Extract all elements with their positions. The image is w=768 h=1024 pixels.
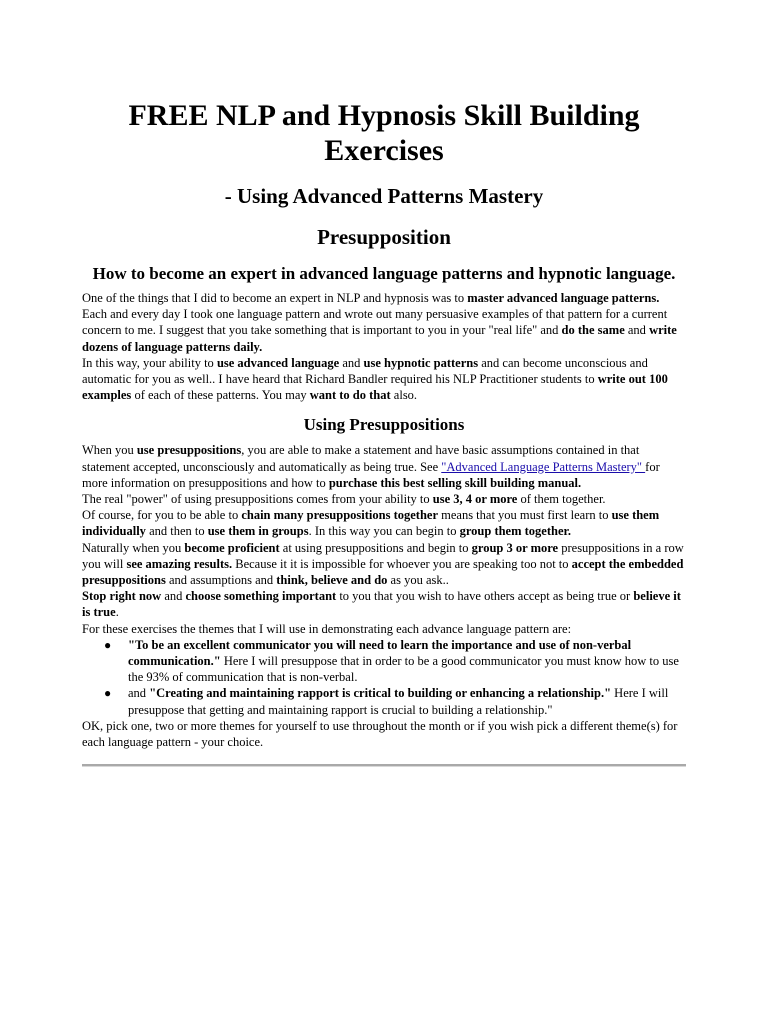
bold-text: chain many presuppositions together xyxy=(241,508,438,523)
list-item xyxy=(104,685,686,717)
paragraph xyxy=(82,442,686,491)
text: and can become unconscious and automatic for you as well.. I have heard that Richard Bandler required his NLP Practitioner students to xyxy=(82,355,648,387)
text: . xyxy=(115,605,119,620)
text: Of course, for you to be able to xyxy=(82,508,242,523)
paragraph xyxy=(82,491,686,507)
bold-text: use presuppositions xyxy=(136,443,242,458)
text: presuppositions in a row you will xyxy=(82,540,684,571)
text: to you that you wish to have others accept as being true or xyxy=(336,589,634,604)
bold-text: become proficient xyxy=(184,540,280,555)
bold-text: "Creating and maintaining rapport is critical to building or enhancing a relationship." xyxy=(149,686,612,701)
bold-text: write out 100 examples xyxy=(82,372,668,403)
bold-text: think, believe and do xyxy=(276,573,388,588)
bullet-icon: ● xyxy=(104,637,112,652)
text: In this way, your ability to xyxy=(82,355,217,370)
text: and assumptions and xyxy=(165,573,277,588)
bold-text: use advanced language xyxy=(216,355,340,370)
page-subtitle: - Using Advanced Patterns Mastery xyxy=(224,184,544,208)
bullet-icon: ● xyxy=(104,686,112,701)
section-expert-body xyxy=(82,290,686,403)
text: and xyxy=(624,323,650,338)
paragraph xyxy=(82,588,686,620)
bold-text: do the same xyxy=(561,323,625,338)
bold-text: group them together. xyxy=(459,524,572,539)
bold-text: believe it is true xyxy=(82,589,681,620)
paragraph xyxy=(82,355,686,404)
bold-text: want to do that xyxy=(309,388,391,403)
text: Naturally when you xyxy=(82,540,185,555)
text: Each and every day I took one language pattern and wrote out many persuasive examples of that pattern for a current concern to me. I suggest that you take something that is important to you in your "real life" and xyxy=(82,307,668,338)
bold-text: Stop right now xyxy=(82,589,162,604)
bold-text: see amazing results. xyxy=(126,556,233,571)
topic-heading: Presupposition xyxy=(317,225,451,249)
bold-text: use them individually xyxy=(82,508,660,539)
text: as you ask.. xyxy=(387,573,449,588)
bold-text: "To be an excellent communicator you will need to learn the importance and use of non-verbal communication." xyxy=(128,637,632,669)
text: and then to xyxy=(145,524,208,539)
text: Here I will presuppose that getting and maintaining rapport is crucial to building a relationship." xyxy=(128,686,669,717)
text: at using presuppositions and begin to xyxy=(279,540,472,555)
advanced-patterns-link[interactable]: "Advanced Language Patterns Mastery" xyxy=(441,459,646,474)
bold-text: use them in groups xyxy=(207,524,309,539)
bold-text: purchase this best selling skill building manual. xyxy=(328,475,582,490)
paragraph xyxy=(82,507,686,539)
text: and xyxy=(128,686,150,701)
text: of each of these patterns. You may xyxy=(131,388,310,403)
text: also. xyxy=(390,388,418,403)
section-heading-expert: How to become an expert in advanced language patterns and hypnotic language. xyxy=(92,264,676,283)
text: The real "power" of using presuppositions comes from your ability to xyxy=(82,492,433,507)
text: . In this way you can begin to xyxy=(308,524,460,539)
bold-text: choose something important xyxy=(185,589,337,604)
horizontal-divider xyxy=(82,764,686,767)
bold-text: master advanced language patterns. xyxy=(467,291,660,305)
bold-text: use 3, 4 or more xyxy=(432,492,518,507)
page-title: FREE NLP and Hypnosis Skill Building Exercises xyxy=(128,99,640,167)
text: and xyxy=(161,589,186,604)
text: , you are able to make a statement and have basic assumptions contained in that statement accepted, unconsciously and automatically as being true. See xyxy=(82,443,640,474)
paragraph: For these exercises the themes that I will use in demonstrating each advance language pattern are: xyxy=(82,621,572,636)
text: One of the things that I did to become an expert in NLP and hypnosis was to xyxy=(82,291,468,305)
bold-text: accept the embedded presuppositions xyxy=(82,556,684,588)
section-heading-using-presuppositions: Using Presuppositions xyxy=(303,415,465,435)
paragraph xyxy=(82,540,686,589)
list-item xyxy=(104,637,686,686)
paragraph xyxy=(82,290,686,355)
text: means that you must first learn to xyxy=(438,508,612,523)
text: for more information on presuppositions and how to xyxy=(82,459,660,490)
paragraph: OK, pick one, two or more themes for yourself to use throughout the month or if you wish pick a different theme(s) for each language pattern - your choice. xyxy=(82,718,678,750)
text: Here I will presuppose that in order to be a good communicator you must know how to use the 93% of communication that is non-verbal. xyxy=(128,654,679,685)
bold-text: write dozens of language patterns daily. xyxy=(82,323,677,354)
text: and xyxy=(339,355,364,370)
section-presuppositions-body xyxy=(82,442,686,750)
themes-list xyxy=(82,637,686,718)
text: of them together. xyxy=(517,492,606,507)
text: When you xyxy=(82,443,137,458)
bold-text: group 3 or more xyxy=(471,540,559,555)
text: Because it it is impossible for whoever you are speaking too not to xyxy=(232,556,572,571)
bold-text: use hypnotic patterns xyxy=(363,355,479,370)
